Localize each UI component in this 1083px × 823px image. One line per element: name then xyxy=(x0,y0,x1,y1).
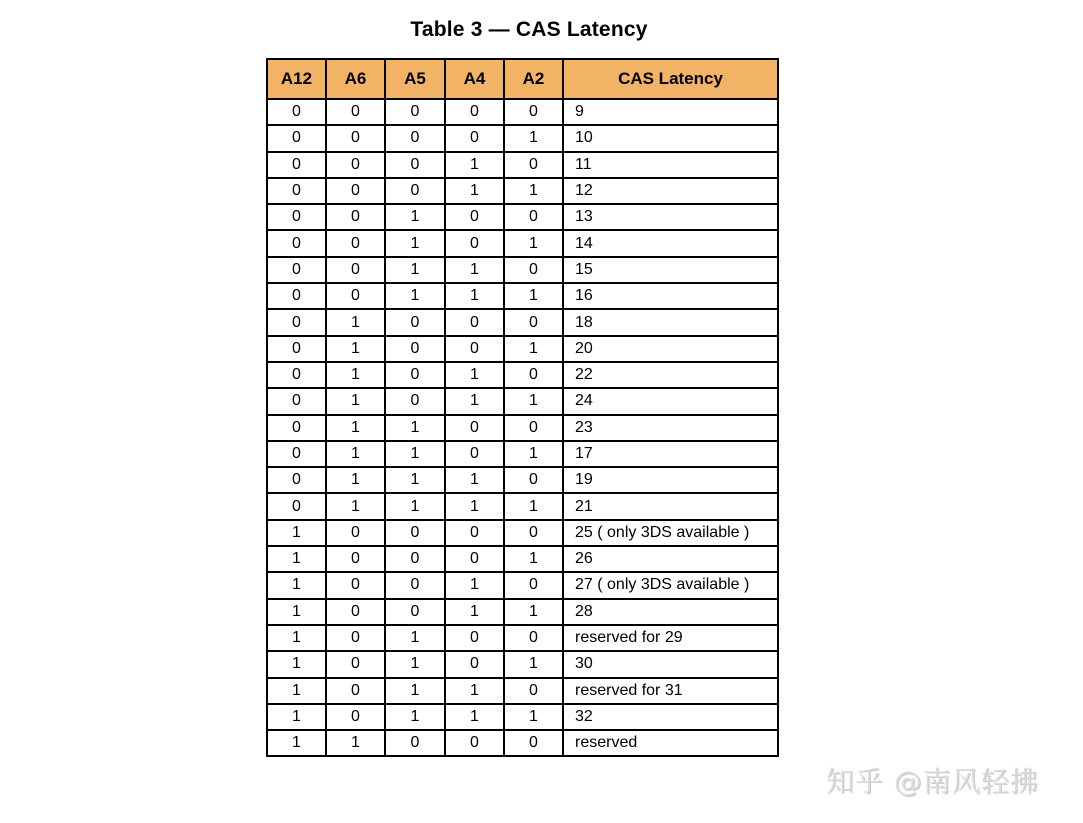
bit-cell: 0 xyxy=(267,204,326,230)
cas-latency-cell: 28 xyxy=(563,599,778,625)
bit-cell: 0 xyxy=(326,125,385,151)
table-row xyxy=(267,178,778,204)
bit-cell: 0 xyxy=(445,125,504,151)
bit-cell: 1 xyxy=(445,388,504,414)
bit-cell: 0 xyxy=(385,178,445,204)
table-row xyxy=(267,678,778,704)
bit-cell: 1 xyxy=(267,704,326,730)
bit-cell: 1 xyxy=(504,388,563,414)
bit-cell: 1 xyxy=(267,625,326,651)
table-row xyxy=(267,441,778,467)
bit-cell: 0 xyxy=(326,651,385,677)
bit-cell: 0 xyxy=(326,283,385,309)
bit-cell: 1 xyxy=(504,283,563,309)
bit-cell: 0 xyxy=(504,625,563,651)
bit-cell: 1 xyxy=(385,467,445,493)
bit-cell: 1 xyxy=(445,704,504,730)
cas-latency-cell: 24 xyxy=(563,388,778,414)
bit-cell: 1 xyxy=(385,283,445,309)
header-a4: A4 xyxy=(445,59,504,99)
table-row xyxy=(267,99,778,125)
bit-cell: 1 xyxy=(445,152,504,178)
header-a5: A5 xyxy=(385,59,445,99)
bit-cell: 0 xyxy=(385,520,445,546)
bit-cell: 1 xyxy=(445,362,504,388)
bit-cell: 0 xyxy=(326,178,385,204)
bit-cell: 0 xyxy=(326,704,385,730)
bit-cell: 0 xyxy=(504,257,563,283)
bit-cell: 1 xyxy=(504,178,563,204)
bit-cell: 1 xyxy=(326,467,385,493)
header-a12: A12 xyxy=(267,59,326,99)
table-title: Table 3 — CAS Latency xyxy=(410,18,648,41)
bit-cell: 0 xyxy=(445,730,504,756)
bit-cell: 1 xyxy=(504,599,563,625)
bit-cell: 1 xyxy=(445,678,504,704)
bit-cell: 0 xyxy=(504,99,563,125)
bit-cell: 0 xyxy=(267,178,326,204)
cas-latency-cell: 21 xyxy=(563,493,778,519)
bit-cell: 0 xyxy=(504,152,563,178)
bit-cell: 1 xyxy=(267,520,326,546)
bit-cell: 0 xyxy=(385,99,445,125)
bit-cell: 0 xyxy=(385,336,445,362)
bit-cell: 0 xyxy=(445,336,504,362)
bit-cell: 0 xyxy=(267,467,326,493)
bit-cell: 1 xyxy=(385,415,445,441)
bit-cell: 0 xyxy=(504,467,563,493)
bit-cell: 0 xyxy=(326,678,385,704)
table-row xyxy=(267,599,778,625)
cas-latency-cell: 27 ( only 3DS available ) xyxy=(563,572,778,598)
table-row xyxy=(267,230,778,256)
bit-cell: 1 xyxy=(445,283,504,309)
cas-latency-table xyxy=(266,58,779,757)
cas-latency-cell: 13 xyxy=(563,204,778,230)
bit-cell: 0 xyxy=(326,546,385,572)
bit-cell: 0 xyxy=(267,283,326,309)
cas-latency-cell: 12 xyxy=(563,178,778,204)
bit-cell: 0 xyxy=(504,520,563,546)
bit-cell: 0 xyxy=(385,546,445,572)
bit-cell: 0 xyxy=(326,204,385,230)
cas-latency-cell: 26 xyxy=(563,546,778,572)
bit-cell: 1 xyxy=(445,178,504,204)
bit-cell: 1 xyxy=(385,704,445,730)
bit-cell: 0 xyxy=(267,99,326,125)
bit-cell: 0 xyxy=(326,152,385,178)
bit-cell: 1 xyxy=(385,257,445,283)
bit-cell: 1 xyxy=(267,572,326,598)
bit-cell: 0 xyxy=(326,625,385,651)
bit-cell: 0 xyxy=(445,204,504,230)
header-a2: A2 xyxy=(504,59,563,99)
bit-cell: 1 xyxy=(267,546,326,572)
bit-cell: 1 xyxy=(504,546,563,572)
bit-cell: 1 xyxy=(326,493,385,519)
table-body xyxy=(267,99,778,756)
bit-cell: 0 xyxy=(504,362,563,388)
bit-cell: 1 xyxy=(504,336,563,362)
bit-cell: 0 xyxy=(504,678,563,704)
bit-cell: 1 xyxy=(326,388,385,414)
cas-latency-cell: 19 xyxy=(563,467,778,493)
bit-cell: 0 xyxy=(504,730,563,756)
bit-cell: 0 xyxy=(445,625,504,651)
table-row xyxy=(267,651,778,677)
bit-cell: 0 xyxy=(504,415,563,441)
table-row xyxy=(267,493,778,519)
bit-cell: 1 xyxy=(326,362,385,388)
bit-cell: 0 xyxy=(385,309,445,335)
bit-cell: 0 xyxy=(445,651,504,677)
bit-cell: 0 xyxy=(267,441,326,467)
bit-cell: 1 xyxy=(504,493,563,519)
bit-cell: 0 xyxy=(445,230,504,256)
bit-cell: 0 xyxy=(267,493,326,519)
bit-cell: 0 xyxy=(267,257,326,283)
bit-cell: 0 xyxy=(267,309,326,335)
cas-latency-cell: 16 xyxy=(563,283,778,309)
bit-cell: 0 xyxy=(445,441,504,467)
bit-cell: 1 xyxy=(445,572,504,598)
table-row xyxy=(267,730,778,756)
table-row xyxy=(267,467,778,493)
bit-cell: 0 xyxy=(267,415,326,441)
table-row xyxy=(267,415,778,441)
bit-cell: 1 xyxy=(385,204,445,230)
header-row xyxy=(267,59,778,99)
bit-cell: 0 xyxy=(385,730,445,756)
bit-cell: 1 xyxy=(504,704,563,730)
table-row xyxy=(267,704,778,730)
bit-cell: 1 xyxy=(445,599,504,625)
bit-cell: 0 xyxy=(326,257,385,283)
bit-cell: 1 xyxy=(445,493,504,519)
table-row xyxy=(267,520,778,546)
table-row xyxy=(267,572,778,598)
table-row xyxy=(267,336,778,362)
bit-cell: 1 xyxy=(326,336,385,362)
bit-cell: 1 xyxy=(267,730,326,756)
bit-cell: 0 xyxy=(385,388,445,414)
cas-latency-cell: 15 xyxy=(563,257,778,283)
bit-cell: 1 xyxy=(385,441,445,467)
cas-latency-cell: 18 xyxy=(563,309,778,335)
bit-cell: 1 xyxy=(504,441,563,467)
cas-latency-cell: reserved for 31 xyxy=(563,678,778,704)
bit-cell: 0 xyxy=(326,99,385,125)
cas-latency-cell: 25 ( only 3DS available ) xyxy=(563,520,778,546)
cas-latency-cell: 10 xyxy=(563,125,778,151)
bit-cell: 1 xyxy=(326,441,385,467)
bit-cell: 1 xyxy=(267,599,326,625)
bit-cell: 0 xyxy=(326,230,385,256)
cas-latency-cell: 20 xyxy=(563,336,778,362)
header-a6: A6 xyxy=(326,59,385,99)
table-row xyxy=(267,309,778,335)
bit-cell: 0 xyxy=(267,125,326,151)
bit-cell: 0 xyxy=(267,152,326,178)
bit-cell: 0 xyxy=(445,546,504,572)
bit-cell: 1 xyxy=(445,467,504,493)
table-row xyxy=(267,625,778,651)
bit-cell: 0 xyxy=(504,572,563,598)
cas-latency-cell: 11 xyxy=(563,152,778,178)
bit-cell: 0 xyxy=(445,309,504,335)
bit-cell: 0 xyxy=(385,362,445,388)
bit-cell: 0 xyxy=(267,362,326,388)
bit-cell: 0 xyxy=(385,572,445,598)
bit-cell: 1 xyxy=(267,651,326,677)
bit-cell: 1 xyxy=(504,651,563,677)
table-row xyxy=(267,204,778,230)
bit-cell: 0 xyxy=(267,336,326,362)
bit-cell: 0 xyxy=(385,599,445,625)
bit-cell: 1 xyxy=(504,230,563,256)
bit-cell: 0 xyxy=(267,388,326,414)
bit-cell: 0 xyxy=(326,599,385,625)
bit-cell: 0 xyxy=(326,520,385,546)
bit-cell: 0 xyxy=(504,309,563,335)
watermark: 知乎 @南风轻拂 xyxy=(826,765,1039,798)
bit-cell: 1 xyxy=(445,257,504,283)
cas-latency-cell: 17 xyxy=(563,441,778,467)
cas-latency-cell: 9 xyxy=(563,99,778,125)
cas-latency-cell: reserved for 29 xyxy=(563,625,778,651)
bit-cell: 1 xyxy=(385,651,445,677)
table-row xyxy=(267,257,778,283)
table-row xyxy=(267,388,778,414)
bit-cell: 0 xyxy=(445,415,504,441)
bit-cell: 1 xyxy=(504,125,563,151)
bit-cell: 1 xyxy=(385,678,445,704)
bit-cell: 0 xyxy=(385,125,445,151)
bit-cell: 0 xyxy=(445,520,504,546)
cas-latency-cell: reserved xyxy=(563,730,778,756)
cas-latency-cell: 32 xyxy=(563,704,778,730)
bit-cell: 1 xyxy=(326,415,385,441)
bit-cell: 0 xyxy=(326,572,385,598)
bit-cell: 0 xyxy=(267,230,326,256)
bit-cell: 1 xyxy=(326,730,385,756)
cas-latency-cell: 30 xyxy=(563,651,778,677)
table-row xyxy=(267,546,778,572)
cas-latency-cell: 22 xyxy=(563,362,778,388)
table-row xyxy=(267,283,778,309)
bit-cell: 0 xyxy=(385,152,445,178)
bit-cell: 0 xyxy=(504,204,563,230)
bit-cell: 1 xyxy=(385,625,445,651)
bit-cell: 0 xyxy=(445,99,504,125)
cas-latency-cell: 14 xyxy=(563,230,778,256)
bit-cell: 1 xyxy=(326,309,385,335)
cas-latency-cell: 23 xyxy=(563,415,778,441)
table-row xyxy=(267,152,778,178)
header-cas-latency: CAS Latency xyxy=(563,59,778,99)
bit-cell: 1 xyxy=(385,230,445,256)
table-row xyxy=(267,125,778,151)
bit-cell: 1 xyxy=(267,678,326,704)
bit-cell: 1 xyxy=(385,493,445,519)
table-row xyxy=(267,362,778,388)
